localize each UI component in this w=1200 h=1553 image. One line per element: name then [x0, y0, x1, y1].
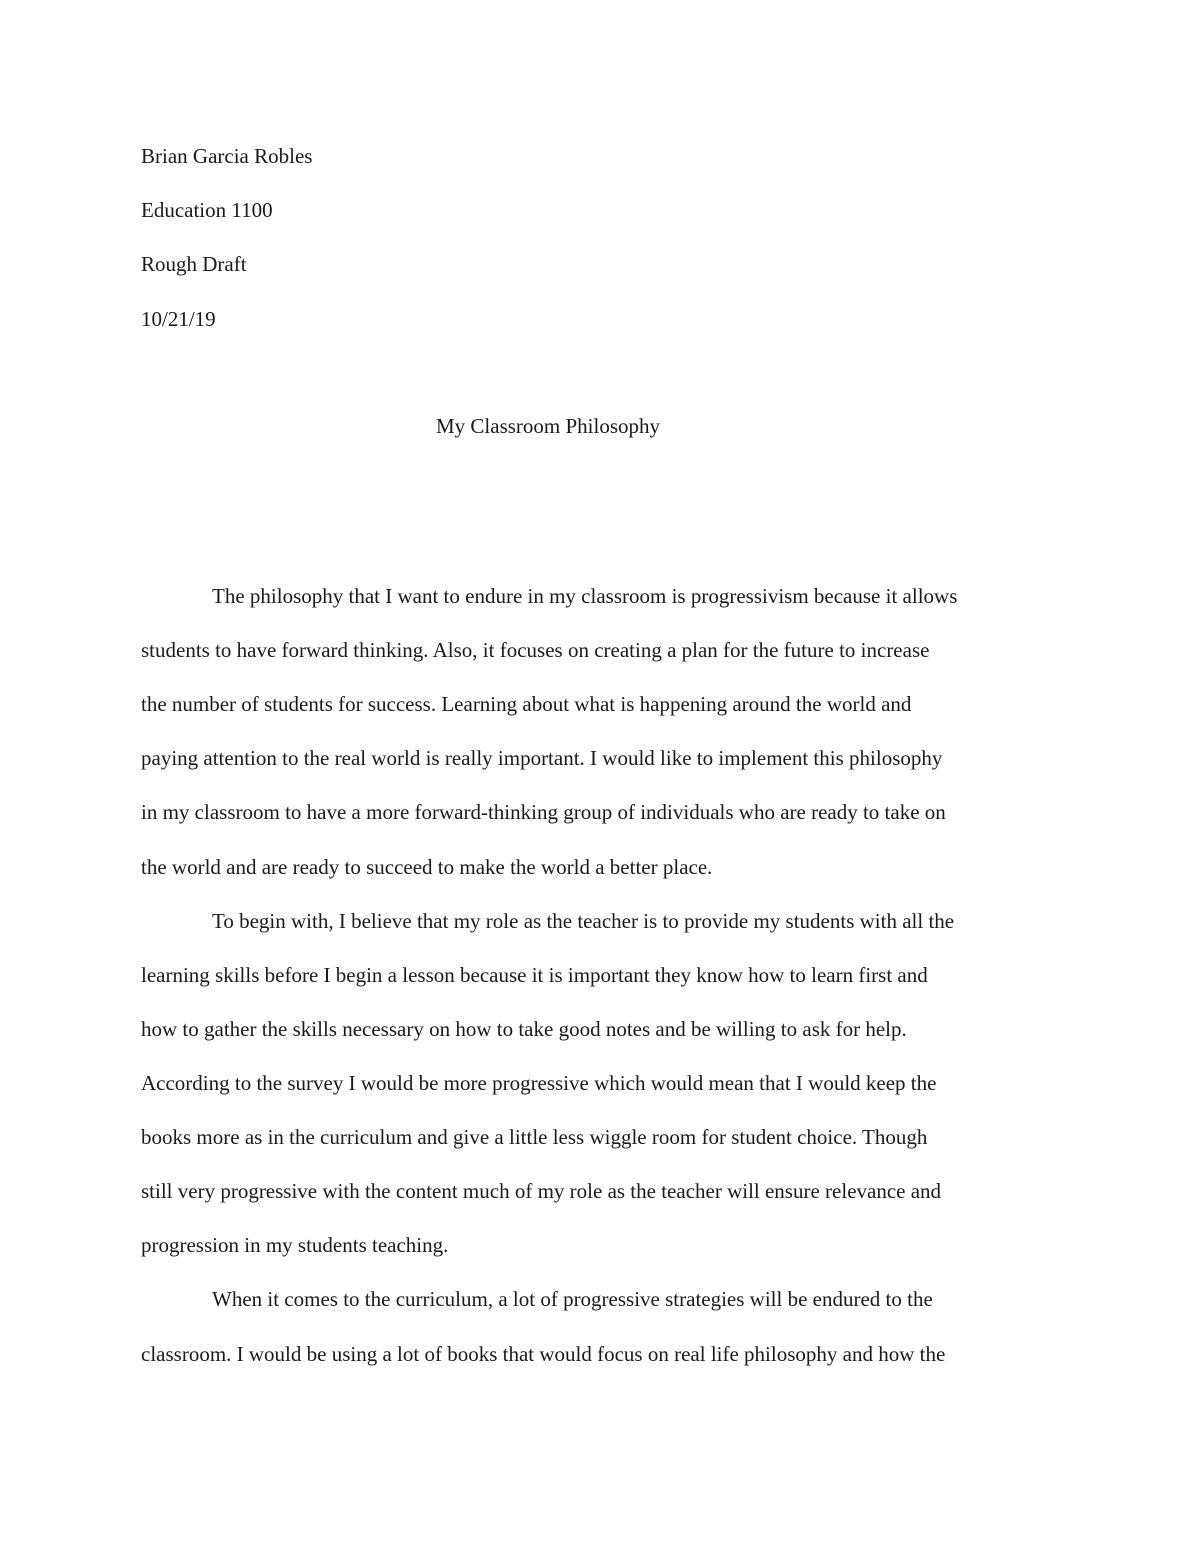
author-name: Brian Garcia Robles — [141, 144, 313, 168]
document-title: My Classroom Philosophy — [435, 414, 661, 438]
paragraph-1-line-6: the world and are ready to succeed to make the world a better place. — [141, 855, 713, 879]
paragraph-2-line-4: According to the survey I would be more progressive which would mean that I would keep the — [141, 1071, 937, 1095]
paragraph-3-line-2: classroom. I would be using a lot of books that would focus on real life philosophy and how the — [141, 1342, 946, 1366]
document-date: 10/21/19 — [141, 307, 216, 331]
paragraph-2-line-3: how to gather the skills necessary on how to take good notes and be willing to ask for help. — [141, 1017, 907, 1041]
paragraph-1-line-1: The philosophy that I want to endure in my classroom is progressivism because it allows — [212, 584, 958, 608]
paragraph-2-line-1: To begin with, I believe that my role as the teacher is to provide my students with all the — [212, 909, 955, 933]
paragraph-2-line-2: learning skills before I begin a lesson because it is important they know how to learn first and — [141, 963, 928, 987]
paragraph-2-line-7: progression in my students teaching. — [141, 1233, 449, 1257]
paragraph-1-line-5: in my classroom to have a more forward-thinking group of individuals who are ready to take on — [141, 800, 946, 824]
paragraph-2-line-6: still very progressive with the content much of my role as the teacher will ensure relevance and — [141, 1179, 942, 1203]
paragraph-2-line-5: books more as in the curriculum and give a little less wiggle room for student choice. Though — [141, 1125, 928, 1149]
paragraph-1-line-4: paying attention to the real world is really important. I would like to implement this philosophy — [141, 746, 943, 770]
paragraph-1-line-2: students to have forward thinking. Also, it focuses on creating a plan for the future to increase — [141, 638, 930, 662]
paragraph-1-line-3: the number of students for success. Learning about what is happening around the world and — [141, 692, 912, 716]
course-name: Education 1100 — [141, 198, 273, 222]
assignment-type: Rough Draft — [141, 252, 247, 276]
paragraph-3-line-1: When it comes to the curriculum, a lot of progressive strategies will be endured to the — [212, 1287, 933, 1311]
